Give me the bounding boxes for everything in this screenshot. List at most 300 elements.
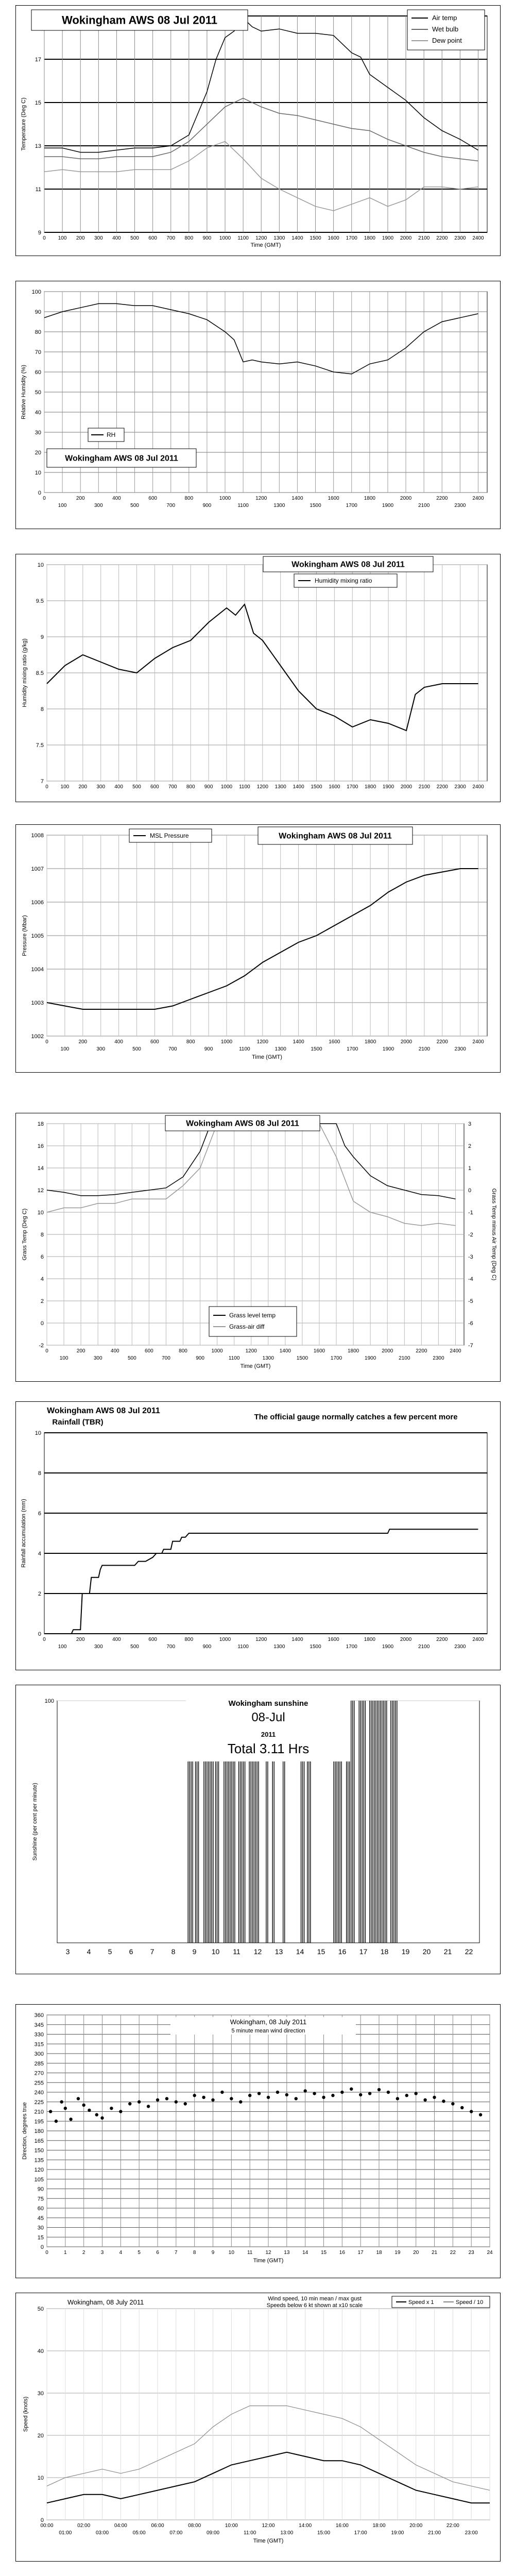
y-axis-label: Grass Temp (Deg C): [22, 1208, 28, 1261]
x-tick-label: 400: [114, 784, 123, 790]
x-tick-label: 1900: [382, 1046, 394, 1052]
x-tick-label: 18:00: [372, 2523, 386, 2529]
chart-subtitle: 5 minute mean wind direction: [231, 2028, 305, 2034]
y-tick-label: 80: [35, 329, 41, 335]
chart-title: Wokingham AWS 08 Jul 2011: [62, 13, 217, 27]
x-tick-label: 1100: [237, 235, 249, 241]
direction-point: [258, 2092, 261, 2095]
x-tick-label: 1700: [330, 1355, 342, 1361]
x-tick-label: 1600: [329, 1039, 340, 1045]
y-tick-label: 8: [40, 706, 44, 713]
x-tick-label: 1700: [347, 1046, 358, 1052]
chart-title: Wokingham sunshine: [228, 1699, 308, 1708]
x-tick-label: 400: [112, 496, 121, 501]
x-tick-label: 2400: [472, 1039, 484, 1045]
y-tick-label: 195: [34, 2119, 44, 2125]
x-tick-label: 4: [119, 2250, 123, 2256]
x-tick-label: 600: [150, 1039, 159, 1045]
direction-point: [175, 2100, 178, 2104]
x-tick-label: 500: [130, 1644, 139, 1650]
y2-tick-label: -5: [468, 1298, 473, 1304]
x-tick-label: 2300: [454, 503, 466, 509]
y-tick-label: 12: [37, 1188, 44, 1194]
grass-temperature-chart-svg: [16, 1113, 500, 1381]
x-tick-label: 2400: [450, 1348, 461, 1354]
x-tick-label: 2300: [454, 235, 466, 241]
y-tick-label: 16: [37, 1143, 44, 1149]
x-tick-label: 16: [338, 1947, 347, 1956]
x-axis-label: Time (GMT): [240, 1363, 271, 1369]
legend-label: RH: [107, 431, 116, 438]
x-tick-label: 0: [45, 1039, 48, 1045]
x-tick-label: 500: [132, 1046, 141, 1052]
y-tick-label: 9: [40, 634, 44, 640]
direction-point: [423, 2098, 426, 2102]
y2-tick-label: -1: [468, 1210, 473, 1216]
x-tick-label: 2100: [418, 784, 430, 790]
y-tick-label: -2: [39, 1343, 44, 1349]
x-tick-label: 2000: [400, 496, 412, 501]
x-tick-label: 2000: [400, 1039, 413, 1045]
x-tick-label: 16: [339, 2250, 345, 2256]
direction-point: [276, 2091, 279, 2094]
x-tick-label: 21: [443, 1947, 452, 1956]
x-tick-label: 0: [45, 2250, 48, 2256]
x-tick-label: 04:00: [114, 2523, 127, 2529]
x-tick-label: 2400: [472, 496, 484, 501]
direction-point: [82, 2104, 85, 2107]
x-tick-label: 9: [192, 1947, 197, 1956]
x-tick-label: 13: [274, 1947, 283, 1956]
y-tick-label: 8: [38, 1470, 41, 1477]
x-tick-label: 1300: [273, 503, 285, 509]
x-tick-label: 2100: [399, 1355, 410, 1361]
y-tick-label: 225: [34, 2099, 44, 2106]
mixing-ratio-chart: [15, 554, 501, 802]
x-tick-label: 0: [43, 496, 46, 501]
x-tick-label: 10: [228, 2250, 234, 2256]
y-axis-label: Direction, degrees true: [22, 2102, 28, 2160]
chart-title: Wokingham AWS 08 Jul 2011: [186, 1119, 299, 1128]
x-tick-label: 11: [247, 2250, 253, 2256]
x-tick-label: 100: [58, 503, 67, 509]
direction-point: [340, 2091, 344, 2094]
x-tick-label: 1500: [310, 503, 321, 509]
direction-point: [479, 2113, 482, 2116]
x-tick-label: 19: [394, 2250, 401, 2256]
x-tick-label: 1800: [364, 235, 375, 241]
direction-point: [303, 2089, 306, 2092]
x-tick-label: 100: [58, 1644, 67, 1650]
x-tick-label: 400: [114, 1039, 123, 1045]
pressure-chart-svg: [16, 825, 500, 1072]
x-tick-label: 1300: [274, 784, 286, 790]
x-tick-label: 02:00: [77, 2523, 91, 2529]
x-tick-label: 2300: [433, 1355, 444, 1361]
x-tick-label: 1900: [382, 503, 394, 509]
x-tick-label: 2300: [454, 1046, 466, 1052]
x-tick-label: 13:00: [280, 2530, 294, 2536]
x-tick-label: 13: [284, 2250, 290, 2256]
x-tick-label: 18: [376, 2250, 382, 2256]
x-tick-label: 22: [465, 1947, 473, 1956]
x-tick-label: 1800: [365, 784, 376, 790]
x-tick-label: 2100: [418, 1644, 430, 1650]
humidity-chart: [15, 281, 501, 529]
y-tick-label: 20: [35, 450, 41, 456]
y-tick-label: 180: [34, 2128, 44, 2134]
legend-label: Grass-air diff: [229, 1323, 265, 1330]
x-tick-label: 500: [127, 1355, 136, 1361]
x-tick-label: 600: [148, 1637, 157, 1642]
x-tick-label: 1300: [274, 1046, 286, 1052]
y-tick-label: 11: [35, 187, 41, 193]
x-tick-label: 10: [211, 1947, 220, 1956]
x-tick-label: 400: [110, 1348, 119, 1354]
x-tick-label: 1400: [293, 784, 304, 790]
x-tick-label: 300: [94, 503, 103, 509]
x-tick-label: 1900: [382, 784, 394, 790]
x-tick-label: 20: [413, 2250, 419, 2256]
y-tick-label: 14: [37, 1165, 44, 1172]
y-tick-label: 30: [37, 2225, 44, 2231]
x-tick-label: 1800: [365, 1039, 376, 1045]
x-tick-label: 01:00: [59, 2530, 72, 2536]
x-tick-label: 2200: [436, 1039, 448, 1045]
x-tick-label: 200: [76, 1637, 85, 1642]
y-tick-label: 45: [37, 2215, 44, 2222]
x-tick-label: 1000: [219, 496, 231, 501]
x-tick-label: 1100: [228, 1355, 240, 1361]
x-tick-label: 1500: [310, 1644, 321, 1650]
y-tick-label: 7.5: [36, 742, 44, 749]
x-tick-label: 5: [138, 2250, 141, 2256]
x-tick-label: 19: [401, 1947, 410, 1956]
direction-point: [359, 2093, 362, 2096]
x-tick-label: 1600: [313, 1348, 325, 1354]
pressure-chart: [15, 824, 501, 1073]
x-tick-label: 1300: [273, 235, 285, 241]
x-tick-label: 1200: [255, 235, 267, 241]
y2-tick-label: 0: [468, 1188, 472, 1194]
x-tick-label: 1100: [237, 1644, 249, 1650]
humidity-chart-svg: [16, 281, 500, 529]
x-tick-label: 22: [450, 2250, 456, 2256]
x-tick-label: 1900: [382, 235, 394, 241]
x-tick-label: 22:00: [446, 2523, 459, 2529]
x-axis-label: Time (GMT): [252, 1054, 282, 1060]
x-tick-label: 1600: [328, 496, 339, 501]
x-tick-label: 09:00: [206, 2530, 220, 2536]
y-tick-label: 0: [38, 490, 41, 496]
y-tick-label: 20: [37, 2433, 44, 2439]
x-tick-label: 17:00: [354, 2530, 367, 2536]
y-axis-label: Pressure (Mbar): [22, 915, 28, 956]
y-tick-label: 15: [37, 2234, 44, 2241]
y-tick-label: 2: [38, 1591, 41, 1597]
x-tick-label: 17: [359, 1947, 368, 1956]
x-tick-label: 1900: [382, 1644, 394, 1650]
x-tick-label: 15: [317, 1947, 325, 1956]
y-axis-label: Temperature (Deg C): [21, 97, 27, 151]
direction-point: [193, 2094, 196, 2097]
x-tick-label: 1500: [311, 1046, 322, 1052]
y-tick-label: 60: [35, 369, 41, 376]
x-tick-label: 800: [184, 235, 194, 241]
x-axis-label: Time (GMT): [253, 2538, 284, 2544]
direction-point: [405, 2094, 408, 2097]
x-tick-label: 23: [468, 2250, 474, 2256]
x-tick-label: 1000: [219, 235, 231, 241]
y-tick-label: 1005: [31, 933, 44, 939]
x-tick-label: 20: [422, 1947, 431, 1956]
direction-point: [128, 2102, 131, 2105]
y-tick-label: 6: [38, 1511, 41, 1517]
x-tick-label: 9: [211, 2250, 215, 2256]
y-tick-label: 150: [34, 2147, 44, 2154]
chart-subtitle: 08-Jul: [251, 1710, 285, 1724]
y-tick-label: 315: [34, 2041, 44, 2048]
y-tick-label: 6: [40, 1254, 44, 1260]
y-tick-label: 7: [40, 778, 44, 785]
x-tick-label: 2200: [436, 496, 448, 501]
x-tick-label: 200: [76, 1348, 85, 1354]
y-tick-label: 8.5: [36, 670, 44, 676]
direction-point: [165, 2097, 168, 2100]
chart-title: Wokingham, 08 July 2011: [230, 2018, 307, 2026]
direction-point: [331, 2094, 334, 2097]
y2-tick-label: 2: [468, 1143, 472, 1149]
legend-label: Dew point: [432, 37, 462, 44]
y-tick-label: 4: [38, 1551, 41, 1557]
chart-title: Wokingham AWS 08 Jul 2011: [47, 1406, 160, 1415]
chart-title: Wokingham AWS 08 Jul 2011: [65, 454, 178, 463]
y-tick-label: 0: [38, 1631, 41, 1637]
chart-subtitle: Speeds below 6 kt shown at x10 scale: [266, 2302, 363, 2309]
x-tick-label: 100: [58, 235, 67, 241]
y-tick-label: 240: [34, 2090, 44, 2096]
direction-point: [442, 2099, 445, 2103]
chart-year: 2011: [261, 1731, 276, 1738]
x-tick-label: 21:00: [427, 2530, 441, 2536]
y-tick-label: 60: [37, 2206, 44, 2212]
x-tick-label: 11:00: [244, 2530, 256, 2536]
x-tick-label: 0: [43, 235, 46, 241]
x-tick-label: 900: [202, 235, 212, 241]
y-tick-label: 4: [40, 1276, 44, 1282]
x-tick-label: 2200: [436, 1637, 448, 1642]
x-tick-label: 1700: [346, 235, 357, 241]
x-tick-label: 300: [94, 1644, 103, 1650]
direction-point: [202, 2096, 205, 2099]
y-tick-label: 50: [35, 389, 41, 396]
x-tick-label: 5: [108, 1947, 112, 1956]
x-tick-label: 1100: [237, 503, 249, 509]
x-tick-label: 200: [76, 496, 85, 501]
x-tick-label: 1000: [211, 1348, 223, 1354]
x-tick-label: 800: [184, 496, 194, 501]
y-tick-label: 255: [34, 2080, 44, 2087]
x-tick-label: 700: [166, 235, 176, 241]
x-tick-label: 1400: [293, 1039, 304, 1045]
x-tick-label: 500: [130, 503, 139, 509]
direction-point: [470, 2110, 473, 2113]
x-tick-label: 2200: [416, 1348, 427, 1354]
x-tick-label: 12: [253, 1947, 262, 1956]
direction-point: [95, 2113, 98, 2116]
x-tick-label: 100: [59, 1355, 68, 1361]
x-tick-label: 2100: [418, 503, 430, 509]
sunshine-chart: [15, 1685, 501, 1974]
x-tick-label: 08:00: [188, 2523, 201, 2529]
x-tick-label: 1400: [279, 1348, 291, 1354]
legend-label: MSL Pressure: [150, 832, 189, 839]
direction-point: [377, 2088, 381, 2091]
x-tick-label: 1000: [220, 1039, 233, 1045]
x-tick-label: 2100: [418, 235, 430, 241]
y-tick-label: 75: [37, 2196, 44, 2202]
x-tick-label: 2400: [472, 1637, 484, 1642]
x-tick-label: 300: [94, 235, 103, 241]
x-tick-label: 2100: [418, 1046, 430, 1052]
y-tick-label: 90: [37, 2186, 44, 2193]
x-tick-label: 1700: [346, 503, 357, 509]
y-tick-label: 18: [37, 1121, 44, 1127]
direction-point: [64, 2107, 67, 2110]
y-tick-label: 300: [34, 2051, 44, 2057]
y-tick-label: 100: [44, 1698, 54, 1704]
x-tick-label: 1600: [329, 784, 340, 790]
x-tick-label: 2000: [400, 235, 412, 241]
x-tick-label: 600: [148, 496, 157, 501]
x-tick-label: 700: [168, 1046, 177, 1052]
direction-point: [100, 2116, 104, 2120]
x-tick-label: 7: [150, 1947, 154, 1956]
y2-tick-label: -2: [468, 1232, 473, 1238]
y-tick-label: 70: [35, 349, 41, 355]
x-tick-label: 1200: [256, 784, 268, 790]
x-tick-label: 900: [204, 1046, 213, 1052]
x-tick-label: 20:00: [409, 2523, 423, 2529]
x-tick-label: 500: [130, 235, 139, 241]
legend-box: [209, 1307, 297, 1336]
direction-point: [184, 2102, 187, 2105]
wind-speed-chart-svg: [16, 2293, 500, 2561]
legend-label: Grass level temp: [229, 1312, 276, 1319]
x-tick-label: 900: [204, 784, 213, 790]
direction-point: [295, 2097, 298, 2100]
y-tick-label: 120: [34, 2167, 44, 2173]
x-tick-label: 200: [78, 784, 88, 790]
chart-subtitle: Wind speed, 10 min mean / max gust: [268, 2296, 362, 2302]
y-tick-label: 8: [40, 1232, 44, 1238]
y-tick-label: 330: [34, 2031, 44, 2038]
y-tick-label: 165: [34, 2138, 44, 2144]
direction-point: [387, 2091, 390, 2094]
x-tick-label: 800: [179, 1348, 187, 1354]
x-tick-label: 900: [196, 1355, 204, 1361]
x-tick-label: 600: [148, 235, 157, 241]
x-tick-label: 1200: [245, 1348, 257, 1354]
y-tick-label: 50: [37, 2306, 44, 2312]
x-tick-label: 17: [357, 2250, 364, 2256]
rainfall-chart-svg: [16, 1402, 500, 1670]
y2-tick-label: 3: [468, 1121, 472, 1127]
y-tick-label: 345: [34, 2022, 44, 2028]
y-tick-label: 1006: [31, 900, 44, 906]
x-tick-label: 19:00: [391, 2530, 404, 2536]
wind-direction-chart: [15, 2004, 501, 2278]
x-tick-label: 15: [320, 2250, 327, 2256]
x-tick-label: 2000: [400, 784, 413, 790]
direction-point: [211, 2098, 214, 2102]
y-axis-label: Rainfall accumulation (mm): [21, 1499, 27, 1568]
x-tick-label: 1800: [364, 496, 375, 501]
y2-tick-label: 1: [468, 1165, 472, 1172]
x-tick-label: 1300: [262, 1355, 274, 1361]
x-tick-label: 600: [145, 1348, 153, 1354]
x-tick-label: 800: [184, 1637, 194, 1642]
direction-point: [451, 2102, 454, 2105]
legend-label: Speed x 1: [408, 2299, 434, 2306]
y-axis-label: Sunshine (per cent per minute): [32, 1783, 38, 1861]
y-tick-label: 135: [34, 2157, 44, 2164]
x-tick-label: 700: [166, 503, 176, 509]
x-tick-label: 700: [168, 784, 177, 790]
x-tick-label: 12: [265, 2250, 271, 2256]
legend-label: Speed / 10: [456, 2299, 484, 2306]
y-tick-label: 1008: [31, 833, 44, 839]
y-tick-label: 30: [35, 430, 41, 436]
y-tick-label: 30: [37, 2391, 44, 2397]
direction-point: [220, 2091, 224, 2094]
y-tick-label: 10: [37, 1210, 44, 1216]
x-tick-label: 1500: [296, 1355, 308, 1361]
y-tick-label: 100: [31, 289, 41, 295]
y-tick-label: 40: [37, 2348, 44, 2354]
direction-point: [147, 2105, 150, 2108]
x-tick-label: 2400: [472, 784, 484, 790]
y-tick-label: 10: [35, 1430, 41, 1436]
x-tick-label: 06:00: [151, 2523, 164, 2529]
x-tick-label: 15:00: [317, 2530, 331, 2536]
x-tick-label: 200: [76, 235, 85, 241]
direction-point: [239, 2100, 242, 2104]
x-tick-label: 1500: [311, 784, 322, 790]
x-tick-label: 1700: [346, 1644, 357, 1650]
y-tick-label: 0: [40, 2517, 44, 2523]
legend-label: Air temp: [432, 14, 457, 22]
x-tick-label: 0: [45, 784, 48, 790]
mixing-ratio-chart-svg: [16, 554, 500, 802]
x-tick-label: 800: [186, 784, 195, 790]
direction-point: [138, 2100, 141, 2104]
legend-label: Wet bulb: [432, 25, 459, 33]
chart-annotation: The official gauge normally catches a few percent more: [254, 1413, 458, 1421]
direction-point: [110, 2107, 113, 2110]
y-tick-label: 9.5: [36, 598, 44, 604]
x-tick-label: 6: [129, 1947, 133, 1956]
y2-tick-label: -4: [468, 1276, 473, 1282]
x-tick-label: 14: [302, 2250, 308, 2256]
x-tick-label: 1800: [364, 1637, 375, 1642]
chart-title: Wokingham AWS 08 Jul 2011: [279, 832, 392, 841]
x-tick-label: 03:00: [95, 2530, 109, 2536]
x-tick-label: 100: [60, 1046, 70, 1052]
wind-direction-chart-svg: [16, 2005, 500, 2278]
x-tick-label: 400: [112, 1637, 121, 1642]
x-tick-label: 21: [431, 2250, 438, 2256]
